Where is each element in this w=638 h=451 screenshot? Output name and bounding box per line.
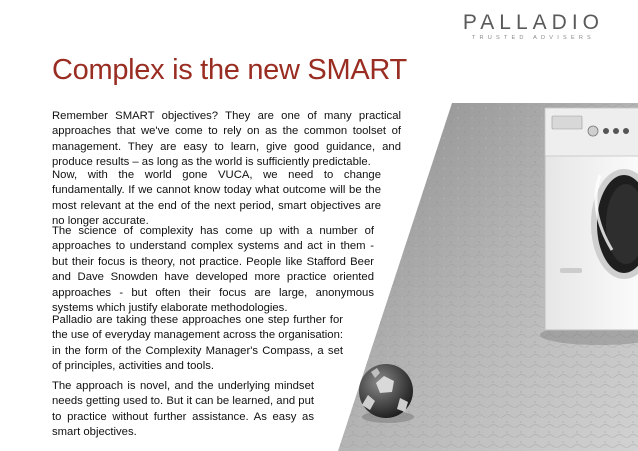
paragraph-vuca: Now, with the world gone VUCA, we need to change fundamentally. If we cannot know today what outcome will be the most relevant at the end of the next period, smart objectives are no longer accurate. [52, 169, 381, 228]
paragraph-palladio-approach: Palladio are taking these approaches one step further for the use of everyday management across the organisation: in the form of the Complexity Manager's Compass, a set of principles, activities and tools. [52, 314, 343, 373]
logo-tagline: TRUSTED ADVISERS [471, 35, 595, 41]
paragraph-complexity-science: The science of complexity has come up with a number of approaches to understand complex systems and act in them - but their focus is theory, not practice. People like Stafford Beer and Dave Snowden have developed more practice oriented approaches - but often their focus are large, anonymous systems which justify elaborate methodologies. [52, 225, 374, 315]
paragraph-novel-approach: The approach is novel, and the underlying mindset needs getting used to. But it can be learned, and put to practice without further assistance. As easy as smart objectives. [52, 380, 314, 439]
palladio-logo [463, 12, 604, 41]
washing-machine [545, 108, 638, 330]
page-title: Complex is the new SMART [52, 54, 407, 86]
logo-wordmark: PALLADIO [462, 11, 604, 34]
football [359, 364, 414, 423]
paragraph-smart-objectives: Remember SMART objectives? They are one of many practical approaches that we've come to rely on as the common toolset of management. They are easy to learn, give good guidance, and produce results – as long as the world is sufficiently predictable. [52, 110, 401, 169]
